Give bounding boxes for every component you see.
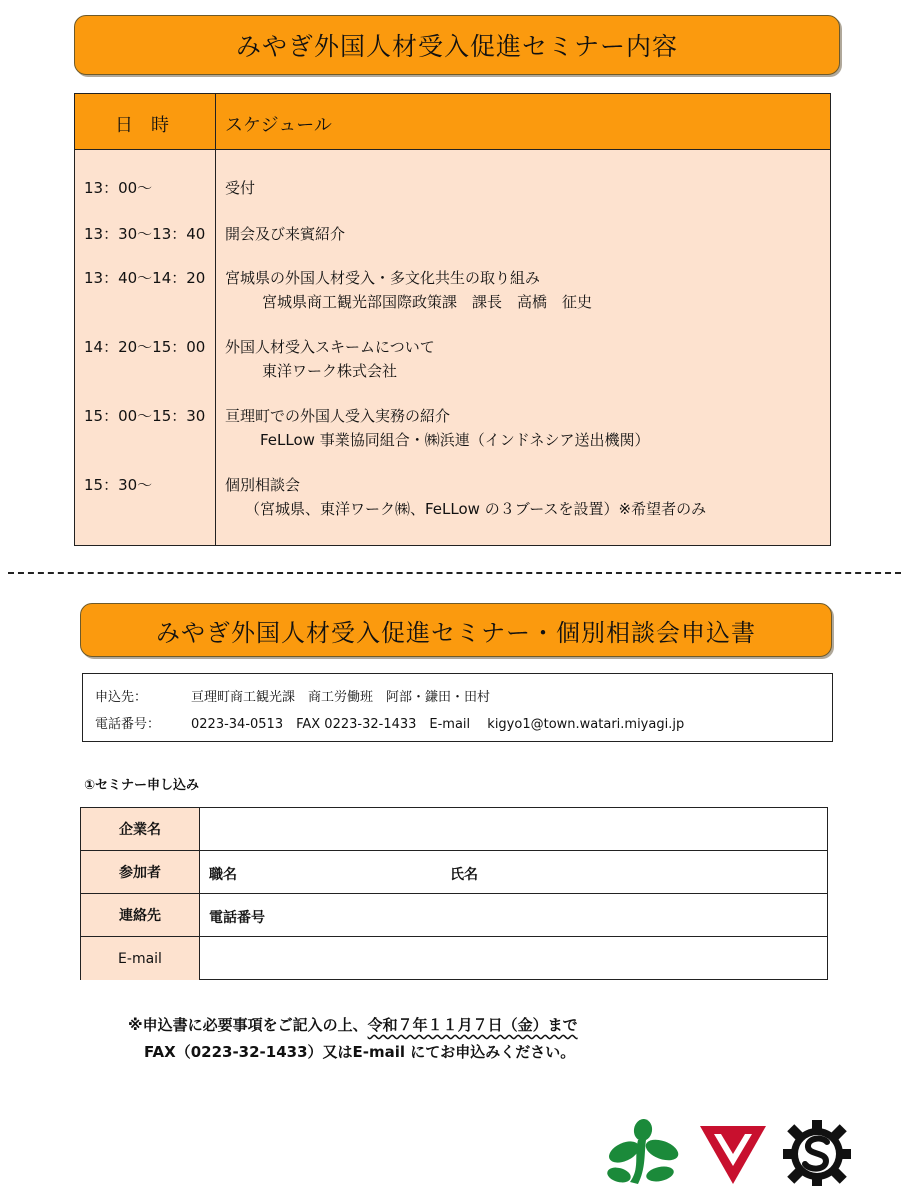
schedule-time: 14：20～15：00	[84, 338, 206, 356]
schedule-item: 開会及び来賓紹介	[225, 225, 346, 243]
form-row-participant	[81, 851, 827, 894]
company-label: 企業名	[81, 808, 200, 850]
form-row-email	[81, 937, 827, 980]
seminar-application-heading: ①セミナー申し込み	[84, 778, 200, 793]
email-label: E-mail	[81, 937, 200, 980]
schedule-table	[74, 93, 831, 546]
email-field[interactable]	[200, 937, 827, 980]
schedule-item: 外国人材受入スキームについて	[225, 338, 435, 356]
submission-method-note: FAX（0223-32-1433）又はE-mail にてお申込みください。	[144, 1043, 576, 1061]
schedule-time: 15：00～15：30	[84, 407, 206, 425]
schedule-time: 15：30～	[84, 476, 153, 494]
contact-box	[82, 673, 833, 742]
schedule-header	[75, 94, 830, 150]
note-prefix: ※申込書に必要事項をご記入の上、	[128, 1016, 368, 1034]
deadline-note	[128, 1014, 578, 1035]
application-form-banner	[80, 603, 832, 657]
contact-tel-value: 0223-34-0513 FAX 0223-32-1433 E-mail kigyo1@town.watari.miyagi.jp	[191, 717, 685, 732]
form-row-company	[81, 808, 827, 851]
contact-label: 連絡先	[81, 894, 200, 936]
deadline-date: 令和７年１１月７日（金）まで	[367, 1016, 578, 1034]
schedule-item: 宮城県の外国人材受入・多文化共生の取り組み	[225, 269, 541, 287]
red-v-emblem-icon	[694, 1118, 772, 1186]
schedule-item: 亘理町での外国人受入実務の紹介	[225, 407, 451, 425]
gear-s-emblem-icon	[778, 1118, 856, 1186]
schedule-item: 個別相談会	[225, 476, 301, 494]
schedule-time: 13：30～13：40	[84, 225, 206, 243]
name-label: 氏名	[450, 867, 478, 883]
column-divider	[215, 94, 216, 545]
contact-to-value: 亘理町商工観光課 商工労働班 阿部・鎌田・田村	[191, 690, 491, 705]
schedule-speaker: 宮城県商工観光部国際政策課 課長 高橋 征史	[262, 293, 593, 311]
schedule-time: 13：00～	[84, 179, 153, 197]
seminar-content-banner	[74, 15, 840, 75]
cut-line-divider	[8, 572, 901, 574]
position-label: 職名	[209, 867, 237, 883]
header-schedule: スケジュール	[225, 115, 332, 136]
schedule-speaker: 東洋ワーク株式会社	[262, 362, 398, 380]
contact-to-line	[95, 686, 490, 705]
application-form	[80, 807, 828, 980]
participant-label: 参加者	[81, 851, 200, 893]
schedule-speaker: （宮城県、東洋ワーク㈱、FeLLow の３ブースを設置）※希望者のみ	[245, 500, 707, 518]
seminar-content-title: みやぎ外国人材受入促進セミナー内容	[235, 32, 678, 61]
company-field[interactable]	[200, 808, 827, 850]
contact-tel-label: 電話番号：	[95, 717, 161, 732]
phone-label: 電話番号	[209, 910, 265, 926]
miyagi-prefecture-logo-icon	[604, 1118, 682, 1186]
schedule-time: 13：40～14：20	[84, 269, 206, 287]
contact-to-label: 申込先：	[95, 690, 148, 705]
schedule-item: 受付	[225, 179, 256, 197]
form-row-contact	[81, 894, 827, 937]
contact-tel-line	[95, 713, 684, 732]
application-form-title: みやぎ外国人材受入促進セミナー・個別相談会申込書	[156, 618, 756, 647]
header-time: 日 時	[115, 115, 169, 136]
schedule-speaker: FeLLow 事業協同組合・㈱浜連（インドネシア送出機関）	[260, 431, 650, 449]
